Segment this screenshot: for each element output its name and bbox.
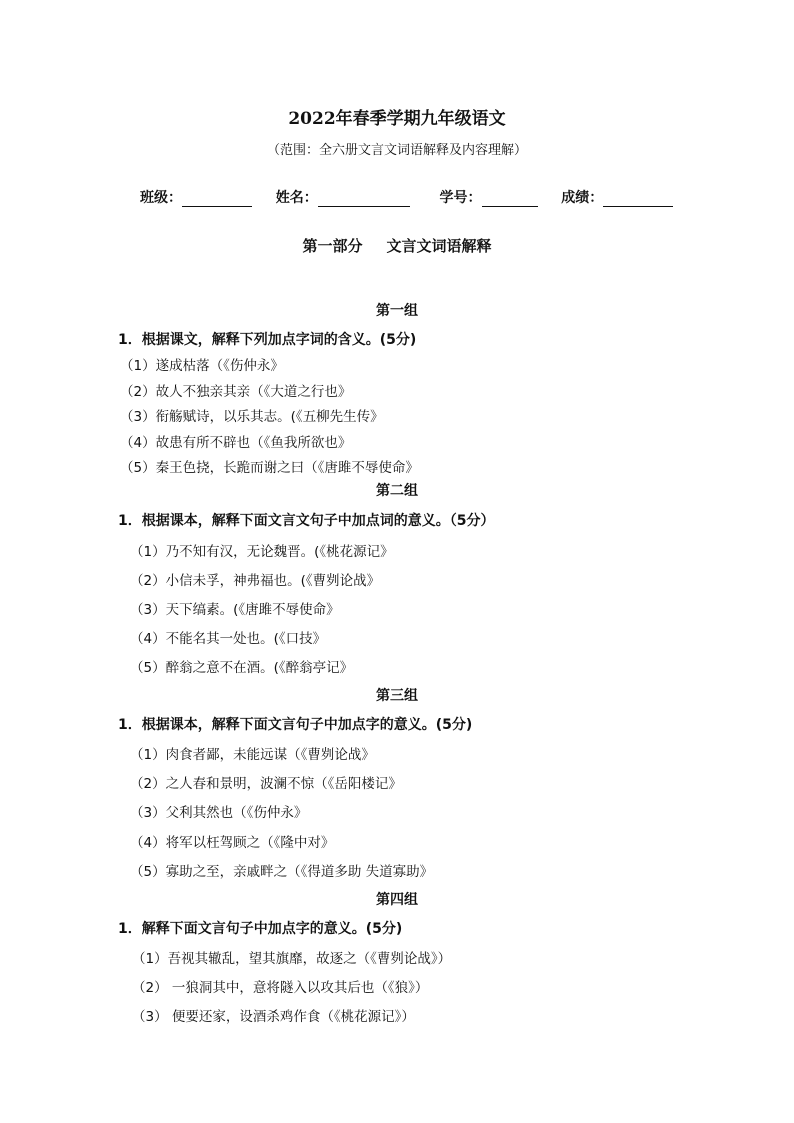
document-subtitle: （范围：全六册文言文词语解释及内容理解） [266, 143, 527, 158]
list-item: （5）秦王色挠，长跪而谢之曰（《唐雎不辱使命》 [120, 460, 419, 476]
list-item: （1）乃不知有汉，无论魏晋。(《桃花源记》 [130, 544, 394, 560]
list-item: （3）天下缟素。(《唐雎不辱使命》 [130, 602, 340, 618]
student-id-label: 学号： [439, 190, 482, 206]
list-item: （1）遂成枯落（《伤仲永》 [120, 358, 284, 374]
list-item: （2）小信未孚，神弗福也。(《曹刿论战》 [130, 573, 381, 589]
list-item: （4）不能名其一处也。(《口技》 [130, 631, 327, 647]
class-label: 班级： [140, 190, 182, 206]
name-blank[interactable] [318, 192, 410, 207]
list-item: （5）寡助之至，亲戚畔之（《得道多助 失道寡助》 [130, 864, 434, 880]
score-blank[interactable] [603, 192, 673, 207]
list-item: （2）之人春和景明，波澜不惊（《岳阳楼记》 [130, 776, 402, 792]
student-info-row [140, 187, 673, 207]
list-item: （3） 便要还家，设酒杀鸡作食（《桃花源记》） [132, 1009, 415, 1025]
list-item: （3）衔觞赋诗，以乐其志。(《五柳先生传》 [120, 409, 384, 425]
question: 1．解释下面文言句子中加点字的意义。(5分) [118, 921, 403, 937]
list-item: （4）故患有所不辟也（《鱼我所欲也》 [120, 435, 352, 451]
list-item: （5）醉翁之意不在酒。(《醉翁亭记》 [130, 660, 354, 676]
group-title: 第二组 [376, 483, 418, 499]
group-title: 第三组 [376, 688, 418, 704]
list-item: （2） 一狼洞其中，意将隧入以攻其后也（《狼》） [132, 980, 429, 996]
document-title: 2022年春季学期九年级语文 [288, 109, 506, 129]
part-number: 第一部分 [302, 237, 363, 255]
list-item: （3）父利其然也（《伤仲永》 [130, 805, 308, 821]
part-title [0, 235, 794, 256]
class-blank[interactable] [182, 192, 252, 207]
question: 1．根据课本，解释下面文言句子中加点字的意义。(5分) [118, 717, 473, 733]
name-label: 姓名： [275, 190, 318, 206]
list-item: （1）肉食者鄙，未能远谋（《曹刿论战》 [130, 747, 375, 763]
group-title: 第一组 [376, 303, 418, 319]
question: 1．根据课文，解释下列加点字词的含义。(5分) [118, 332, 417, 348]
list-item: （1）吾视其辙乱，望其旗靡，故逐之（《曹刿论战》） [132, 951, 452, 967]
score-label: 成绩： [561, 190, 604, 206]
part-name: 文言文词语解释 [386, 237, 492, 255]
list-item: （2）故人不独亲其亲（《大道之行也》 [120, 384, 352, 400]
list-item: （4）将军以枉驾顾之（《隆中对》 [130, 835, 335, 851]
question: 1．根据课本，解释下面文言文句子中加点词的意义。（5分） [118, 513, 495, 529]
group-title: 第四组 [376, 892, 418, 908]
student-id-blank[interactable] [482, 192, 538, 207]
